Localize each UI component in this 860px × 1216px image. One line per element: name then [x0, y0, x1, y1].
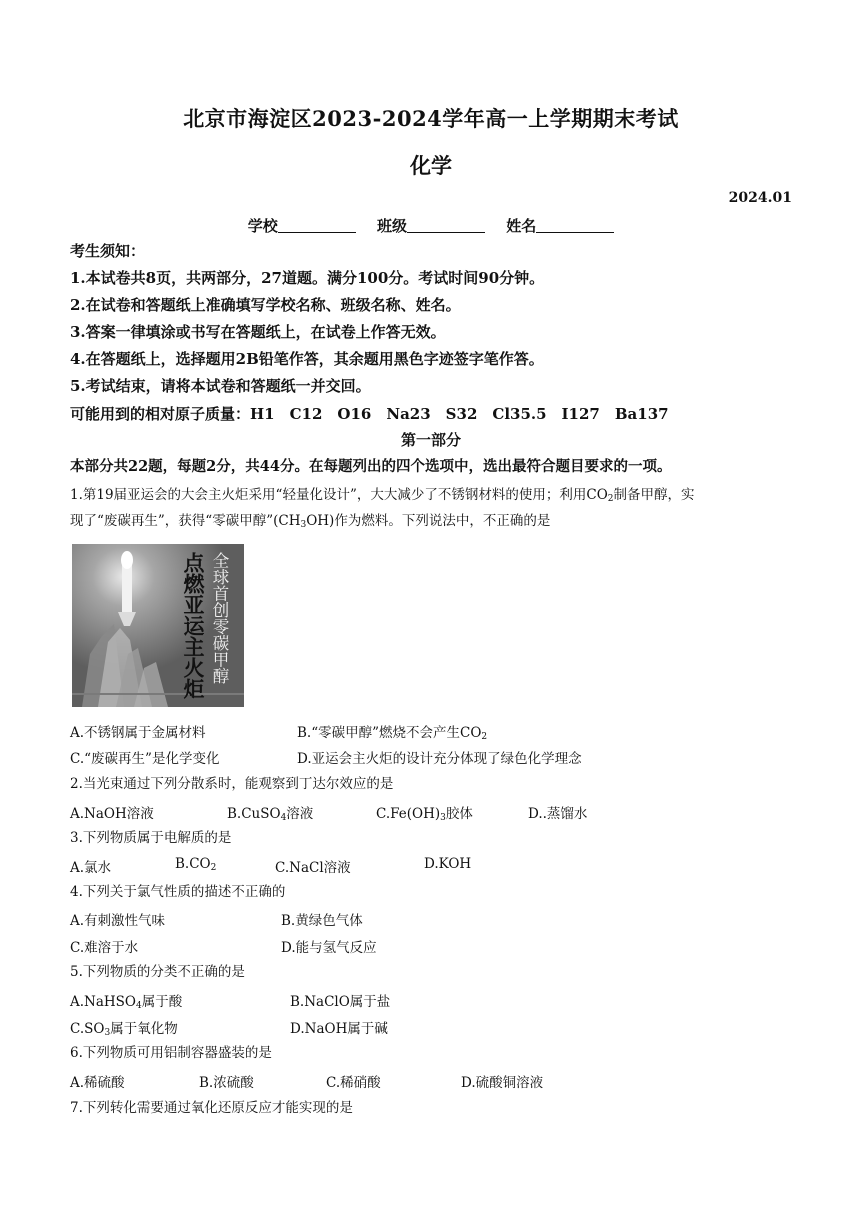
q2-option-c	[376, 802, 473, 823]
q3-option-b-text: B.CO	[175, 856, 211, 872]
notice-item: 3.答案一律填涂或书写在答题纸上，在试卷上作答无效。	[70, 323, 446, 341]
question-5-options-row-2	[70, 1017, 792, 1037]
q4-option-b: B.黄绿色气体	[281, 913, 363, 929]
q5-option-a-sub: 4	[136, 1001, 142, 1011]
q2-option-d: D..蒸馏水	[528, 806, 588, 822]
q4-option-d: D.能与氢气反应	[281, 940, 377, 956]
student-info-fields	[70, 215, 792, 236]
q6-option-b: B.浓硫酸	[199, 1075, 254, 1091]
q1-subscript: 3	[300, 520, 307, 530]
question-5-stem: 5.下列物质的分类不正确的是	[70, 964, 245, 980]
notice-heading: 考生须知：	[70, 242, 146, 260]
exam-date: 2024.01	[728, 190, 792, 206]
question-1-options-row-2	[70, 747, 792, 767]
q3-option-d: D.KOH	[424, 856, 472, 872]
q1-option-b-sub: 2	[481, 732, 488, 742]
question-4-options-row-1	[70, 909, 792, 929]
q2-option-b-sub: 4	[280, 813, 287, 823]
q5-option-c	[70, 1017, 178, 1038]
question-1-options-row-1	[70, 721, 792, 741]
q1-text-c: 现了“废碳再生”，获得“零碳甲醇”(CH	[70, 513, 301, 529]
q3-option-a: A.氯水	[70, 860, 112, 876]
q1-text-d: OH)作为燃料。下列说法中，不正确的是	[306, 513, 551, 529]
question-3-options	[70, 856, 792, 876]
q1-option-c: C.“废碳再生”是化学变化	[70, 751, 220, 767]
q2-option-b-tail: 溶液	[286, 806, 314, 822]
name-label: 姓名	[506, 217, 537, 235]
question-5-options-row-1	[70, 990, 792, 1010]
q5-option-a-tail: 属于酸	[141, 994, 183, 1010]
part-one-instruction: 本部分共22题，每题2分，共44分。在每题列出的四个选项中，选出最符合题目要求的一项。	[70, 458, 672, 475]
school-label: 学校	[247, 217, 278, 235]
q3-option-b-sub: 2	[210, 863, 217, 873]
q1-option-b	[297, 721, 487, 742]
q2-option-c-text: C.Fe(OH)	[376, 806, 441, 822]
notice-item: 1.本试卷共8页，共两部分，27道题。满分100分。考试时间90分钟。	[70, 269, 545, 287]
q2-option-b-text: B.CuSO	[227, 806, 281, 822]
question-1-line-2	[70, 511, 792, 535]
q1-subscript: 2	[607, 494, 614, 504]
q2-option-b	[227, 802, 313, 823]
notice-item: 5.考试结束，请将本试卷和答题纸一并交回。	[70, 377, 371, 395]
atomic-mass-line: 可能用到的相对原子质量：H1 C12 O16 Na23 S32 Cl35.5 I127 Ba137	[70, 405, 669, 423]
q3-option-c: C.NaCl溶液	[275, 860, 351, 876]
q5-option-b: B.NaClO属于盐	[290, 994, 391, 1010]
q5-option-a	[70, 990, 182, 1011]
question-4-options-row-2	[70, 936, 792, 956]
class-blank	[407, 218, 485, 233]
q1-option-a: A.不锈钢属于金属材料	[70, 725, 206, 741]
question-1-line-1	[70, 485, 792, 509]
q2-option-c-sub: 3	[440, 813, 446, 823]
part-one-title: 第一部分	[400, 431, 461, 449]
name-field	[506, 217, 614, 235]
q2-option-c-tail: 胶体	[445, 806, 473, 822]
q5-option-a-text: A.NaHSO	[70, 994, 136, 1010]
q6-option-a: A.稀硫酸	[70, 1075, 125, 1091]
q6-option-d: D.硫酸铜溶液	[461, 1075, 544, 1091]
q3-option-b	[175, 856, 216, 873]
q5-option-c-tail: 属于氧化物	[110, 1021, 178, 1037]
exam-subject: 化学	[410, 153, 452, 178]
notice-item: 2.在试卷和答题纸上准确填写学校名称、班级名称、姓名。	[70, 296, 461, 314]
q1-option-d: D.亚运会主火炬的设计充分体现了绿色化学理念	[297, 751, 582, 767]
notice-item: 4.在答题纸上，选择题用2B铅笔作答，其余题用黑色字迹签字笔作答。	[70, 350, 544, 368]
question-6-options	[70, 1071, 792, 1091]
school-blank	[278, 218, 356, 233]
q1-text-a: 1.第19届亚运会的大会主火炬采用“轻量化设计”，大大减少了不锈钢材料的使用；利用CO	[70, 487, 608, 503]
q1-option-b-text: B.“零碳甲醇”燃烧不会产生CO	[297, 725, 482, 741]
q4-option-c: C.难溶于水	[70, 940, 139, 956]
q1-text-b: 制备甲醇，实	[613, 487, 695, 503]
q5-option-c-sub: 3	[104, 1028, 111, 1038]
question-4-stem: 4.下列关于氯气性质的描述不正确的	[70, 884, 286, 900]
q2-option-a: A.NaOH溶液	[70, 806, 154, 822]
asian-games-torch-photo	[72, 544, 244, 707]
q5-option-c-text: C.SO	[70, 1021, 105, 1037]
question-6-stem: 6.下列物质可用铝制容器盛装的是	[70, 1045, 272, 1061]
question-2-stem: 2.当光束通过下列分散系时，能观察到丁达尔效应的是	[70, 776, 394, 792]
torch-caption-sub: 全球首创零碳甲醇	[210, 552, 229, 684]
question-7-stem: 7.下列转化需要通过氧化还原反应才能实现的是	[70, 1100, 353, 1116]
q5-option-d: D.NaOH属于碱	[290, 1021, 388, 1037]
exam-title: 北京市海淀区2023-2024学年高一上学期期末考试	[183, 106, 679, 131]
question-3-stem: 3.下列物质属于电解质的是	[70, 830, 232, 846]
class-field	[377, 217, 485, 235]
class-label: 班级	[376, 217, 407, 235]
question-2-options	[70, 802, 792, 822]
q4-option-a: A.有刺激性气味	[70, 913, 166, 929]
name-blank	[536, 218, 614, 233]
torch-caption-main: 点燃亚运主火炬	[181, 552, 205, 699]
school-field	[248, 217, 356, 235]
q6-option-c: C.稀硝酸	[326, 1075, 381, 1091]
